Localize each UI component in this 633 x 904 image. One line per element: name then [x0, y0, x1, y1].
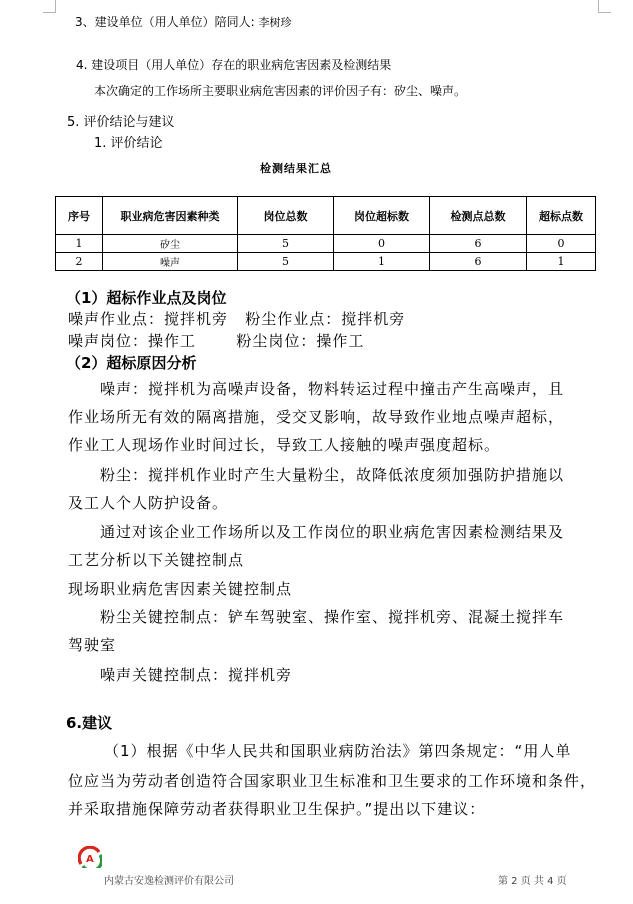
accompany-line — [75, 13, 292, 30]
cell-index: 1 — [56, 235, 103, 253]
svg-text:A: A — [86, 854, 94, 865]
cell-points-total: 6 — [430, 235, 527, 253]
table-row — [56, 253, 596, 271]
header-posts-exceed: 岗位超标数 — [334, 197, 430, 235]
header-index: 序号 — [56, 197, 103, 235]
exceed-line1: 噪声作业点：搅拌机旁 粉尘作业点：搅拌机旁 — [68, 310, 406, 328]
section6-title: 6.建议 — [66, 714, 113, 732]
cell-posts-total: 5 — [238, 235, 334, 253]
cell-points-exceed: 1 — [527, 253, 596, 271]
table-header-row — [56, 197, 596, 235]
cell-posts-exceed: 0 — [334, 235, 430, 253]
dust-key-line2: 驾驶室 — [68, 636, 117, 654]
section4-title: 4. 建设项目（用人单位）存在的职业病危害因素及检测结果 — [76, 58, 392, 72]
results-table — [55, 196, 596, 271]
cell-points-total: 6 — [430, 253, 527, 271]
cell-factor: 矽尘 — [103, 235, 238, 253]
section6-line2: 位应当为劳动者创造符合国家职业卫生标准和卫生要求的工作环境和条件， — [68, 772, 597, 790]
noise-line1: 噪声：搅拌机为高噪声设备，物料转运过程中撞击产生高噪声，且 — [100, 380, 565, 398]
table-caption: 检测结果汇总 — [260, 162, 332, 175]
cell-factor: 噪声 — [103, 253, 238, 271]
cell-points-exceed: 0 — [527, 235, 596, 253]
dust-line1: 粉尘：搅拌机作业时产生大量粉尘，故降低浓度须加强防护措施以 — [100, 466, 565, 484]
cell-index: 2 — [56, 253, 103, 271]
header-points-total: 检测点总数 — [430, 197, 527, 235]
section6-line3: 并采取措施保障劳动者获得职业卫生保护。”提出以下建议： — [68, 800, 486, 818]
page-corner-mark-left — [43, 0, 56, 13]
header-factor: 职业病危害因素种类 — [103, 197, 238, 235]
key-points-title: 现场职业病危害因素关键控制点 — [68, 580, 293, 598]
analysis-line2: 工艺分析以下关键控制点 — [68, 551, 245, 569]
header-posts-total: 岗位总数 — [238, 197, 334, 235]
company-logo-icon — [78, 846, 102, 868]
header-points-exceed: 超标点数 — [527, 197, 596, 235]
reason-title: （2）超标原因分析 — [66, 354, 197, 372]
analysis-line1: 通过对该企业工作场所以及工作岗位的职业病危害因素检测结果及 — [100, 523, 565, 541]
section4-desc: 本次确定的工作场所主要职业病危害因素的评价因子有：矽尘、噪声。 — [94, 84, 467, 98]
dust-line2: 及工人个人防护设备。 — [68, 494, 229, 512]
accompany-name: 李树珍 — [258, 16, 292, 29]
footer-company: 内蒙古安逸检测评价有限公司 — [104, 876, 234, 887]
exceed-line2: 噪声岗位：操作工 粉尘岗位：操作工 — [68, 332, 365, 350]
page-corner-mark-right — [598, 0, 611, 13]
cell-posts-exceed: 1 — [334, 253, 430, 271]
section5-sub1: 1. 评价结论 — [94, 136, 163, 151]
cell-posts-total: 5 — [238, 253, 334, 271]
accompany-label: 3、建设单位（用人单位）陪同人: — [75, 15, 255, 29]
noise-line2: 作业场所无有效的隔离措施，受交叉影响，故导致作业地点噪声超标， — [68, 408, 565, 426]
section5-title: 5. 评价结论与建议 — [67, 115, 175, 130]
noise-key-line: 噪声关键控制点：搅拌机旁 — [100, 666, 293, 684]
noise-line3: 作业工人现场作业时间过长，导致工人接触的噪声强度超标。 — [68, 436, 501, 454]
footer-page-number: 第 2 页 共 4 页 — [498, 876, 567, 887]
section6-line1: （1）根据《中华人民共和国职业病防治法》第四条规定：“用人单 — [104, 742, 572, 760]
dust-key-line1: 粉尘关键控制点：铲车驾驶室、操作室、搅拌机旁、混凝土搅拌车 — [100, 608, 565, 626]
exceed-title: （1）超标作业点及岗位 — [66, 289, 227, 307]
table-row — [56, 235, 596, 253]
